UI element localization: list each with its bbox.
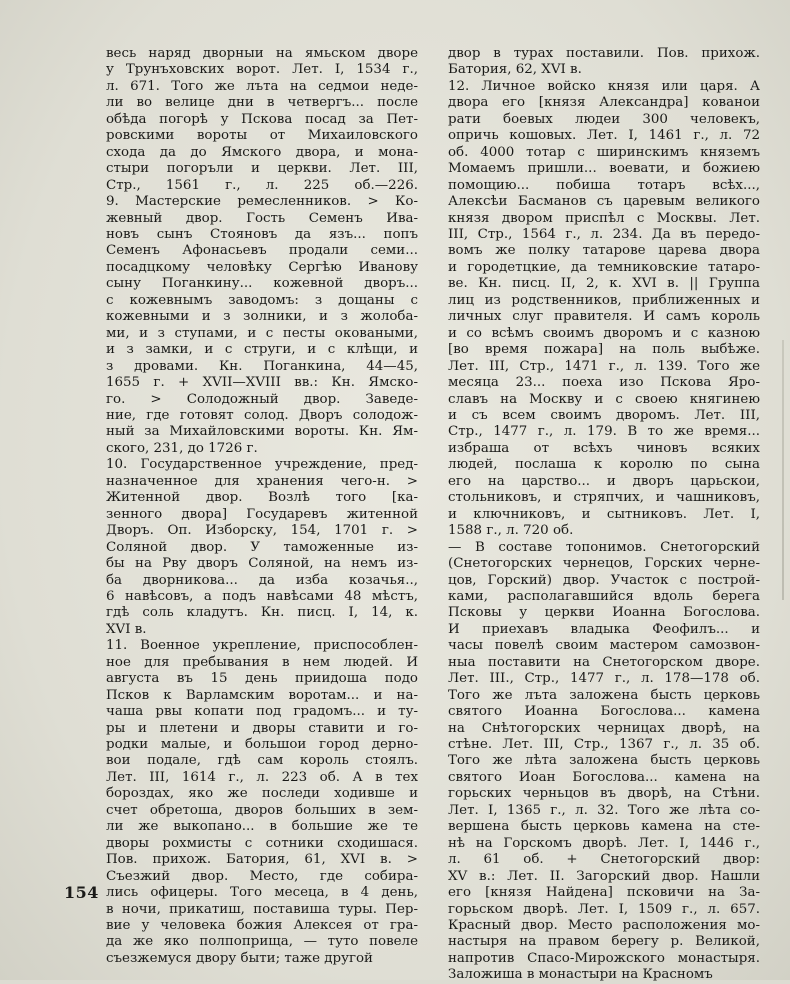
right-column-line: настыря на правом берегу р. Великой, — [448, 934, 760, 950]
left-column-line: вои подале, гдѣ сам король стоялъ. — [106, 753, 418, 769]
right-column-line: святого Иоан Богослова... камена на — [448, 769, 760, 785]
left-column-line: вие у человека божия Алексея от гра- — [106, 918, 418, 934]
right-column-line: и со всѣмъ своимъ дворомъ и с казною — [448, 325, 760, 341]
right-column — [448, 46, 760, 984]
right-column-line: л. 61 об. + Снетогорский двор: — [448, 852, 760, 868]
left-column-line: зенного двора] Государевъ житенной — [106, 506, 418, 522]
right-column-line: вершена бысть церковь камена на сте- — [448, 819, 760, 835]
right-column-line: и ключниковъ, и сытниковъ. Лет. I, — [448, 506, 760, 522]
page-number: 154 — [64, 883, 99, 902]
right-column-line: личных слуг правителя. И самъ король — [448, 309, 760, 325]
right-column-line: Лет. I, 1365 г., л. 32. Того же лѣта со- — [448, 802, 760, 818]
right-column-line: Стр., 1477 г., л. 179. В то же время... — [448, 424, 760, 440]
right-column-line: 1588 г., л. 720 об. — [448, 523, 574, 539]
right-column-line: святого Иоанна Богослова... камена — [448, 704, 760, 720]
right-column-line: людей, послаша к королю по сына — [448, 457, 760, 473]
right-column-line: Момаемъ пришли... воевати, и божиею — [448, 161, 760, 177]
left-column-line: и з замки, и с струги, и с клѣщи, и — [106, 342, 418, 358]
left-column-line: бы на Рву дворъ Соляной, на немъ из- — [106, 556, 418, 572]
left-column-line: ба дворникова... да изба козачья.., — [106, 572, 418, 588]
right-column-line: Алексѣи Басманов съ царевым великого — [448, 194, 760, 210]
left-column-line: родки малые, и большои город дерно- — [106, 737, 418, 753]
left-column-line: обѣда погорѣ у Пскова посад за Пет- — [106, 111, 418, 127]
right-column-line: ныа поставити на Снетогорском дворе. — [448, 654, 760, 670]
right-column-line: лиц из родственников, приближенных и — [448, 292, 760, 308]
left-column-line: Стр., 1561 г., л. 225 об.—226. — [106, 177, 418, 193]
left-column-line: ры и плетени и дворы ставити и го- — [106, 720, 418, 736]
right-column-line: Лет. III, Стр., 1471 г., л. 139. Того же — [448, 358, 760, 374]
right-column-line: вомъ же полку татарове царева двора — [448, 243, 760, 259]
right-column-line: XV в.: Лет. II. Загорский двор. Нашли — [448, 868, 760, 884]
right-column-line: ками, располагавшийся вдоль берега — [448, 588, 760, 604]
left-column-line: ли же выкопано... в большие же те — [106, 819, 418, 835]
right-column-line: на Снѣтогорских черницах дворѣ, на — [448, 720, 760, 736]
right-column-line: его [князя Найдена] псковичи на За- — [448, 885, 760, 901]
left-column-line: кожевными и з золники, и з жолоба- — [106, 309, 418, 325]
left-column-line: ный за Михайловскими вороты. Кн. Ям- — [106, 424, 418, 440]
left-column-line: Семенъ Афонасьевъ продали семи... — [106, 243, 418, 259]
right-column-line: стѣне. Лет. III, Стр., 1367 г., л. 35 об. — [448, 737, 760, 753]
left-column-line: гдѣ соль кладутъ. Кн. писц. I, 14, к. — [106, 605, 418, 621]
right-column-line: (Снетогорских чернецов, Горских черне- — [448, 556, 760, 572]
right-column-line: стольниковъ, и стряпчих, и чашниковъ, — [448, 490, 760, 506]
left-column-line: Соляной двор. У таможенные из- — [106, 539, 418, 555]
left-column-line: ми, и з ступами, и с песты оковаными, — [106, 325, 418, 341]
left-column-line: ное для пребывания в нем людей. И — [106, 654, 418, 670]
left-column-line: Дворъ. Оп. Изборску, 154, 1701 г. > — [106, 523, 418, 539]
left-column-line: Житенной двор. Возлѣ того [ка- — [106, 490, 418, 506]
left-column-line: Псков к Варламским воротам... и на- — [106, 687, 418, 703]
right-column-line: 12. Личное войско князя или царя. А — [448, 78, 760, 94]
left-column-line: л. 671. Того же лъта на седмои неде- — [106, 78, 418, 94]
left-column-line: бороздах, яко же последи ходивше и — [106, 786, 418, 802]
right-column-line: и съ всем своимъ дворомъ. Лет. III, — [448, 407, 760, 423]
right-column-line: и городетцкие, да темниковские татаро- — [448, 259, 760, 275]
page-edge-shadow — [782, 340, 784, 600]
right-column-line: двора его [князя Александра] кованои — [448, 95, 760, 111]
right-column-line: Того же лъта заложена бысть церковь — [448, 687, 760, 703]
right-column-line: горьском дворѣ. Лет. I, 1509 г., л. 657. — [448, 901, 760, 917]
left-column-line: в ночи, прикатиш, поставиша туры. Пер- — [106, 901, 418, 917]
left-column-line: чаша рвы копати под градомъ... и ту- — [106, 704, 418, 720]
left-column-line: посадцкому человѣку Сергѣю Иванову — [106, 259, 418, 275]
left-column-line: Съезжий двор. Место, где собира- — [106, 868, 418, 884]
right-column-line: об. 4000 тотар с ширинскимъ княземъ — [448, 144, 760, 160]
left-column-line: 9. Мастерские ремесленников. > Ко- — [106, 194, 418, 210]
left-column-line: 11. Военное укрепление, приспособлен- — [106, 638, 418, 654]
right-column-line: славъ на Москву и с своею княгинею — [448, 391, 760, 407]
left-column-line: августа въ 15 день приидоша подо — [106, 671, 418, 687]
left-column-line: жевный двор. Гость Семенъ Ива- — [106, 210, 418, 226]
right-column-line: горьских черньцов въ дворѣ, на Стѣни. — [448, 786, 760, 802]
right-column-line: Того же лѣта заложена бысть церковь — [448, 753, 760, 769]
left-column-line: ровскими вороты от Михаиловского — [106, 128, 418, 144]
left-column-line: ли во велице дни в четвергъ... после — [106, 95, 418, 111]
left-column-line: у Трунъховских ворот. Лет. I, 1534 г., — [106, 62, 418, 78]
left-column-line: схода да до Ямского двора, и мона- — [106, 144, 418, 160]
right-column-line: Псковы у церкви Иоанна Богослова. — [448, 605, 760, 621]
left-column-line: дворы рохмисты с сотники сходишася. — [106, 835, 418, 851]
right-column-line: Лет. III., Стр., 1477 г., л. 178—178 об. — [448, 671, 760, 687]
right-column-line: его на царство... и дворъ царьскои, — [448, 473, 760, 489]
left-column-line: лись офицеры. Того месеца, в 4 день, — [106, 885, 418, 901]
right-column-line: Заложиша в монастыри на Красномъ — [448, 967, 713, 983]
right-column-line: опричь кошовых. Лет. I, 1461 г., л. 72 — [448, 128, 760, 144]
left-column-line: да же яко полпоприща, — туто повеле — [106, 934, 418, 950]
right-column-line: часы повелѣ своим мастером самозвон- — [448, 638, 760, 654]
left-column-line: XVI в. — [106, 621, 147, 637]
right-column-line: месяца 23... поеха изо Пскова Яро- — [448, 375, 760, 391]
left-column-line: 1655 г. + XVII—XVIII вв.: Кн. Ямско- — [106, 375, 418, 391]
right-column-line: напротив Спасо-Мирожского монастыря. — [448, 950, 760, 966]
right-column-line: [во время пожара] на поль выбѣже. — [448, 342, 760, 358]
left-column-line: Пов. прихож. Батория, 61, XVI в. > — [106, 852, 418, 868]
left-column-line: с кожевнымъ заводомъ: з дощаны с — [106, 292, 418, 308]
right-column-line: рати боевых людеи 300 человекъ, — [448, 111, 760, 127]
right-column-line: III, Стр., 1564 г., л. 234. Да въ передо- — [448, 226, 760, 242]
right-column-line: помощию... побиша тотаръ всѣх..., — [448, 177, 760, 193]
left-column-line: назначенное для хранения чего-н. > — [106, 473, 418, 489]
left-column — [106, 46, 418, 967]
right-column-line: нѣ на Горскомъ дворѣ. Лет. I, 1446 г., — [448, 835, 760, 851]
right-column-line: цов, Горский) двор. Участок с построй- — [448, 572, 760, 588]
left-column-line: з дровами. Кн. Поганкина, 44—45, — [106, 358, 418, 374]
left-column-line: весь наряд дворныи на ямьском дворе — [106, 46, 418, 61]
left-column-line: Лет. III, 1614 г., л. 223 об. А в тех — [106, 769, 418, 785]
right-column-line: Красный двор. Место расположения мо- — [448, 918, 760, 934]
left-column-line: го. > Солодожный двор. Заведе- — [106, 391, 418, 407]
left-column-line: новъ сынъ Стояновъ да язъ... попъ — [106, 226, 418, 242]
left-column-line: ние, где готовят солод. Дворъ солодож- — [106, 407, 418, 423]
right-column-line: двор в турах поставили. Пов. прихож. — [448, 46, 760, 61]
left-column-line: сыну Поганкину... кожевной дворъ... — [106, 276, 418, 292]
left-column-line: ского, 231, до 1726 г. — [106, 440, 258, 456]
right-column-line: ве. Кн. писц. II, 2, к. XVI в. || Группа — [448, 276, 760, 292]
left-column-line: стыри погоръли и церкви. Лет. III, — [106, 161, 418, 177]
right-column-line: И приехавъ владыка Феофилъ... и — [448, 621, 760, 637]
right-column-line: Батория, 62, XVI в. — [448, 62, 582, 78]
left-column-line: 10. Государственное учреждение, пред- — [106, 457, 418, 473]
right-column-line: князя двором приспѣл с Москвы. Лет. — [448, 210, 760, 226]
left-column-line: съезжемуся двору быти; таже другой — [106, 950, 373, 966]
right-column-line: избраша от всѣхъ чиновъ всяких — [448, 440, 760, 456]
left-column-line: 6 навѣсовъ, а подъ навѣсами 48 мѣстъ, — [106, 588, 418, 604]
left-column-line: счет обретоша, дворов больших в зем- — [106, 802, 418, 818]
right-column-line: — В составе топонимов. Снетогорский — [448, 539, 760, 555]
